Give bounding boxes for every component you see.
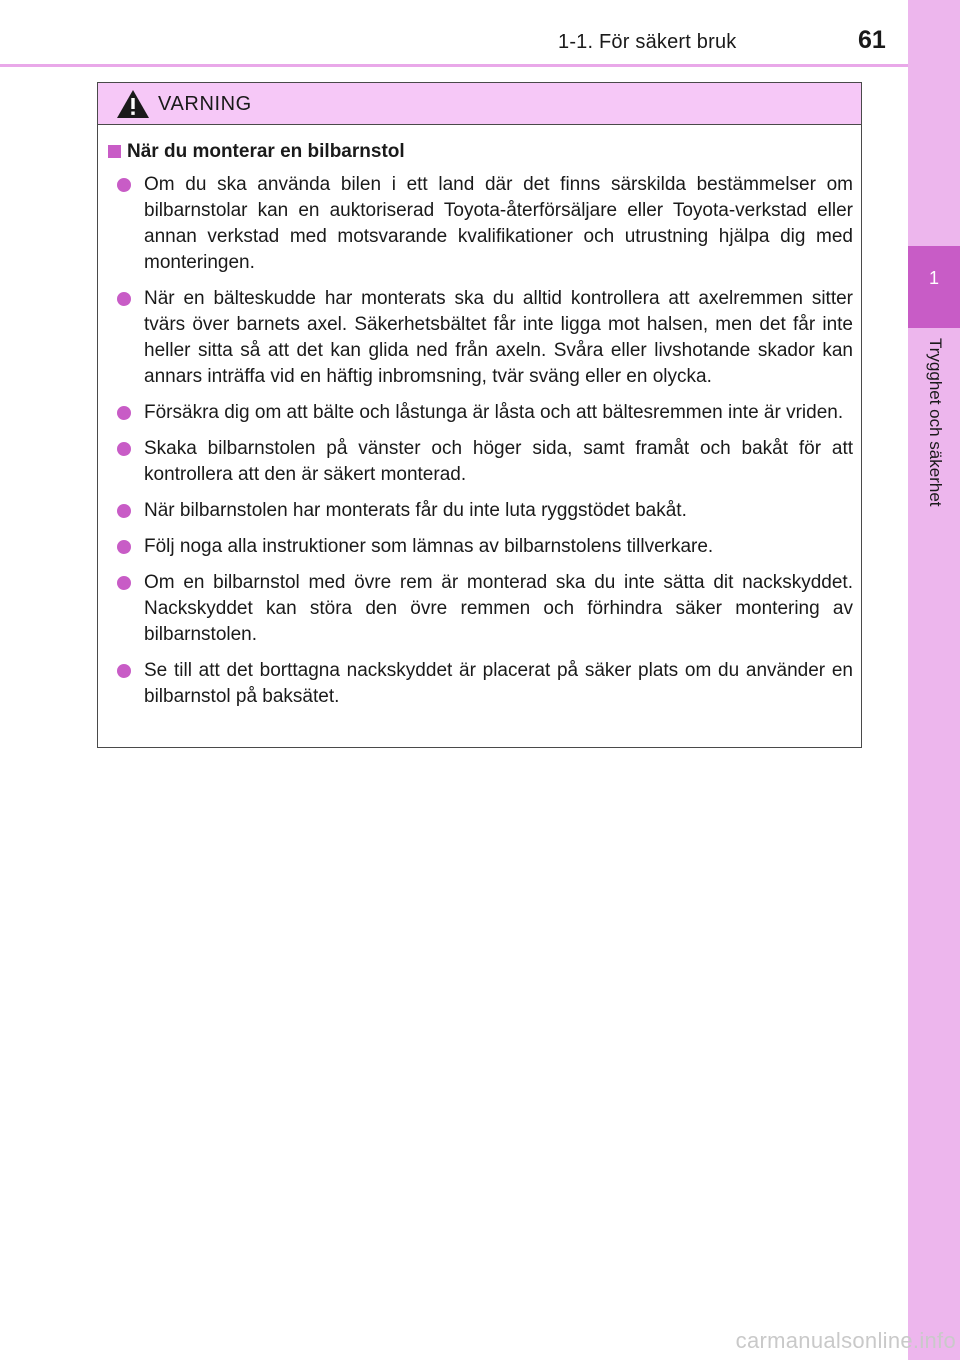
list-item bbox=[144, 172, 853, 276]
list-item bbox=[144, 400, 853, 426]
list-item bbox=[144, 286, 853, 390]
list-item bbox=[144, 498, 853, 524]
bullet-dot-icon bbox=[117, 664, 131, 678]
watermark: carmanualsonline.info bbox=[735, 1328, 956, 1353]
warning-triangle-icon bbox=[116, 89, 150, 119]
bullet-dot-icon bbox=[117, 442, 131, 456]
warning-body bbox=[98, 141, 861, 720]
list-item-text: Försäkra dig om att bälte och låstunga är låsta och att bältesremmen inte är vriden. bbox=[144, 402, 844, 423]
warning-title: VARNING bbox=[158, 93, 252, 115]
list-item-text: När bilbarnstolen har monterats får du inte luta ryggstödet bakåt. bbox=[144, 500, 687, 521]
bullet-dot-icon bbox=[117, 504, 131, 518]
list-item bbox=[144, 658, 853, 710]
list-item bbox=[144, 534, 853, 560]
header-divider bbox=[0, 64, 908, 67]
bullet-dot-icon bbox=[117, 576, 131, 590]
warning-header bbox=[98, 83, 861, 125]
bullet-dot-icon bbox=[117, 178, 131, 192]
chapter-title: Trygghet och säkerhet bbox=[926, 338, 945, 507]
chapter-number: 1 bbox=[928, 268, 939, 288]
warning-box bbox=[97, 82, 862, 748]
warning-list bbox=[98, 172, 861, 710]
section-heading bbox=[108, 141, 861, 167]
page-number: 61 bbox=[858, 26, 886, 54]
chapter-tab bbox=[908, 0, 960, 1360]
bullet-dot-icon bbox=[117, 540, 131, 554]
list-item-text: Skaka bilbarnstolen på vänster och höger sida, samt framåt och bakåt för att kontrollera att den är säkert monterad. bbox=[144, 438, 853, 485]
section-title: 1-1. För säkert bruk bbox=[558, 31, 737, 53]
square-bullet-icon bbox=[108, 145, 121, 158]
list-item bbox=[144, 570, 853, 648]
list-item-text: Om du ska använda bilen i ett land där det finns särskilda bestämmelser om bilbarnstolar kan en auktoriserad Toyota-återförsäljare eller Toyota-verkstad eller annan verkstad med motsvarande kvalifikationer och utrustning hjälpa dig med monteringen. bbox=[144, 174, 853, 273]
bullet-dot-icon bbox=[117, 406, 131, 420]
bullet-dot-icon bbox=[117, 292, 131, 306]
list-item bbox=[144, 436, 853, 488]
list-item-text: Om en bilbarnstol med övre rem är monterad ska du inte sätta dit nackskyddet. Nackskyddet kan störa den övre remmen och förhindra säker montering av bilbarnstolen. bbox=[144, 572, 853, 645]
list-item-text: När en bälteskudde har monterats ska du alltid kontrollera att axelremmen sitter tvärs över barnets axel. Säkerhetsbältet får inte ligga mot halsen, men det får inte heller sitta så att det kan glida ned från axeln. Svåra eller livshotande skador kan annars inträffa vid en häftig inbromsning, tvär sväng eller en olycka. bbox=[144, 288, 853, 387]
list-item-text: Följ noga alla instruktioner som lämnas av bilbarnstolens tillverkare. bbox=[144, 536, 714, 557]
section-heading-text: När du monterar en bilbarnstol bbox=[127, 141, 405, 162]
list-item-text: Se till att det borttagna nackskyddet är placerat på säker plats om du använder en bilbarnstol på baksätet. bbox=[144, 660, 853, 707]
